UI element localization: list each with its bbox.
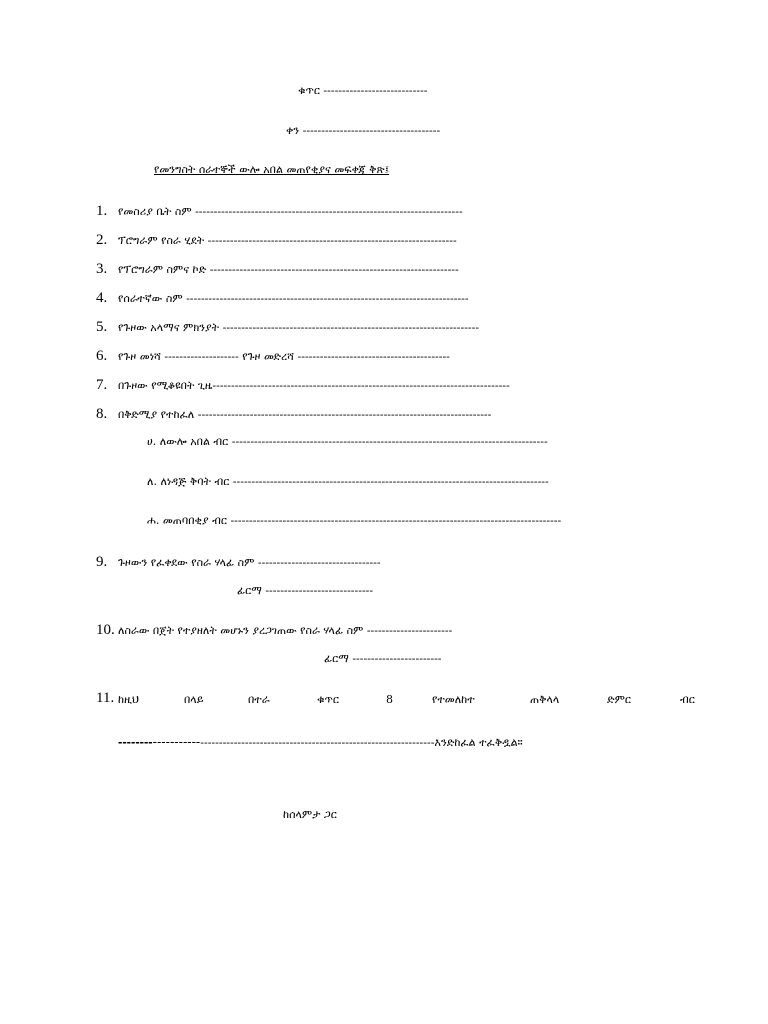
- item-number: 1.: [96, 203, 108, 219]
- item-number: 10.: [96, 622, 115, 638]
- item-text: የጉዞው አላማና ምክንያት ---------------------------------------------------------------------: [118, 321, 480, 334]
- word: ከዚህ: [118, 693, 139, 706]
- item-text: የጉዞ መነሻ -------------------- የጉዞ መድረሻ -----------------------------------------: [118, 350, 450, 363]
- item-number: 6.: [96, 348, 108, 364]
- number-line: ቁጥር ----------------------------: [298, 84, 428, 97]
- item-number: 7.: [96, 377, 108, 393]
- item-text: የመስሪያ ቤት ስም ------------------------------------------------------------------------: [118, 205, 463, 218]
- word: ቁጥር: [317, 693, 339, 706]
- word: በተራ: [248, 693, 270, 706]
- item-text: ፕሮግራም የስራ ሂደት -------------------------------------------------------------------: [118, 234, 457, 247]
- amount-dashes: -----------: [152, 734, 201, 749]
- item-number: 5.: [96, 319, 108, 335]
- budget-officer-name-line: ለስራው በጀት የተያዘለት መሆኑን ያረጋገጠው የስራ ሃላፊ ስም -----------------------: [118, 624, 453, 637]
- amount-trailing: ---------------------------------------------------------------እንድከፈል ተፈቅዷል።: [200, 736, 523, 749]
- item-number: 8.: [96, 406, 108, 422]
- item-number: 3.: [96, 261, 108, 277]
- form-title: የመንግስት ሰራተኞች ውሎ አበል መጠየቂያና መፍቀጃ ቅጽ፤: [154, 163, 390, 176]
- amount-line: [118, 735, 523, 750]
- budget-officer-signature-line: ፊርማ ------------------------: [324, 652, 442, 665]
- closing-greeting: ከሰላምታ ጋር: [283, 808, 337, 821]
- item-number: 11.: [96, 690, 115, 706]
- sub-item-fuel: ለ. ለነዳጅ ቅባት ብር -------------------------------------------------------------------------------------: [147, 475, 549, 488]
- amount-bold-dashes: --------: [118, 734, 153, 749]
- approver-name-line: ጉዞውን የፈቀደው የስራ ሃላፊ ስም ---------------------------------: [118, 556, 381, 569]
- word: 8: [386, 693, 393, 706]
- item-text: በቅድሚያ የተከፈለ -------------------------------------------------------------------------------: [118, 408, 492, 421]
- item-text: የሰራተኛው ስም ----------------------------------------------------------------------------: [118, 292, 469, 305]
- approver-signature-line: ፊርማ -----------------------------: [237, 584, 374, 597]
- word: ጠቅላላ: [530, 693, 560, 706]
- sub-item-allowance: ሀ. ለውሎ አበል ብር -------------------------------------------------------------------------------------: [147, 435, 548, 448]
- word: በላይ: [184, 693, 204, 706]
- word: ብር: [680, 693, 695, 706]
- word: የተመለከተ: [432, 693, 475, 706]
- item-text: የፕሮግራም ስምና ኮድ -------------------------------------------------------------------: [118, 263, 459, 276]
- item-number: 4.: [96, 290, 108, 306]
- item-number: 9.: [96, 554, 108, 570]
- word: ድምር: [607, 693, 631, 706]
- item-number: 2.: [96, 232, 108, 248]
- sub-item-reserve: ሐ. መጠባበቂያ ብር -----------------------------------------------------------------------------------------: [147, 514, 562, 527]
- date-line: ቀን -------------------------------------: [286, 124, 441, 137]
- item-text: በጉዞው የሚቆዩበት ጊዜ--------------------------------------------------------------------------------: [118, 379, 510, 392]
